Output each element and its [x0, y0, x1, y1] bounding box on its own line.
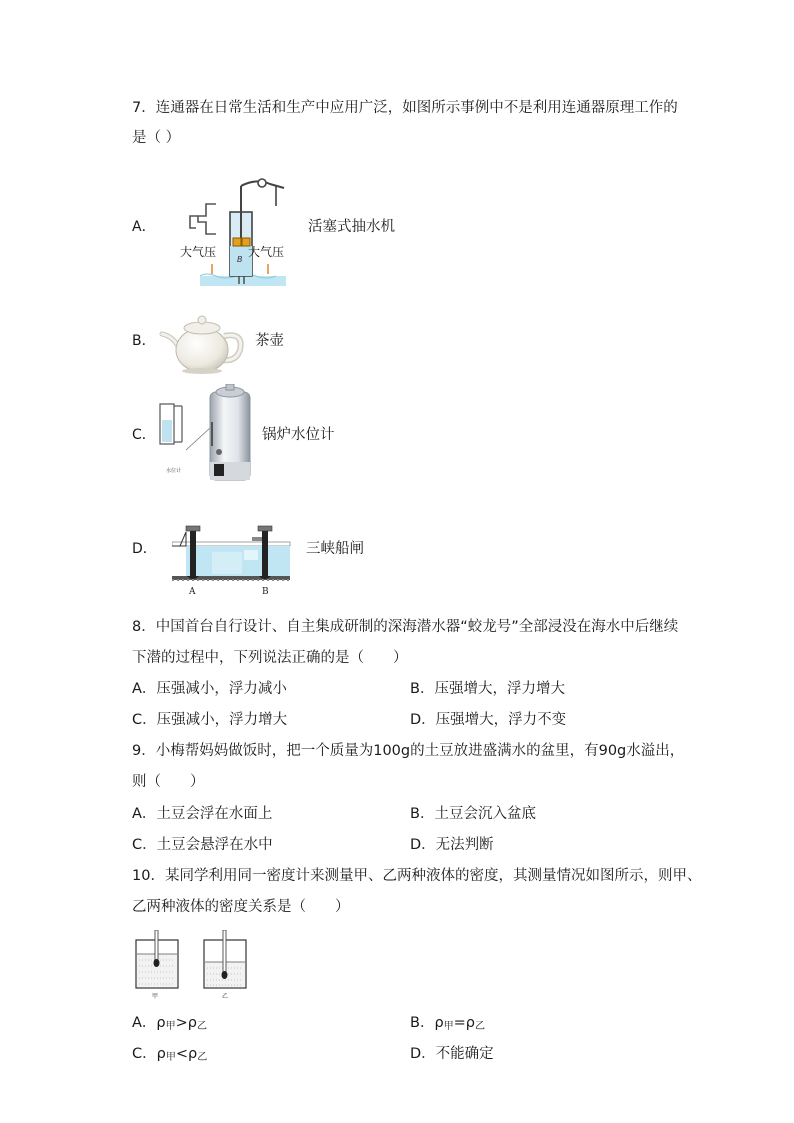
q10-option-a-sub2: 乙 — [196, 1021, 207, 1032]
q10-option-c-text: C．ρ — [132, 1046, 166, 1062]
q9-stem-line2: 则（ ） — [132, 774, 205, 790]
q10-option-c-op: <ρ — [175, 1046, 198, 1062]
q7-option-a-letter[interactable]: A． — [132, 219, 156, 235]
q10-option-a-op: >ρ — [175, 1015, 197, 1031]
atmospheric-pressure-label-right: 大气压 — [248, 245, 285, 259]
q10-option-b-text: B．ρ — [410, 1015, 444, 1031]
q7-option-c-letter[interactable]: C． — [132, 427, 156, 443]
q10-option-b-sub1: 甲 — [443, 1021, 454, 1032]
q9-option-b[interactable]: B．土豆会沉入盆底 — [410, 806, 536, 822]
q10-stem-line2: 乙两种液体的密度关系是（ ） — [132, 899, 350, 915]
q7-option-d-letter[interactable]: D． — [132, 541, 157, 557]
q10-option-d-text: D．不能确定 — [410, 1046, 494, 1062]
q7-option-a-caption: 活塞式抽水机 — [308, 219, 395, 235]
ship-lock-figure — [172, 522, 292, 598]
lock-label-a: A — [189, 587, 196, 597]
q10-option-c-sub1: 甲 — [165, 1052, 176, 1063]
q9-option-d[interactable]: D．无法判断 — [410, 837, 494, 853]
q9-option-a[interactable]: A．土豆会浮在水面上 — [132, 806, 273, 822]
q10-stem-line1: 10．某同学利用同一密度计来测量甲、乙两种液体的密度，其测量情况如图所示，则甲、 — [132, 868, 702, 884]
q7-option-d-caption: 三峡船闸 — [306, 541, 364, 557]
q10-option-c[interactable] — [132, 1044, 207, 1068]
q10-option-c-sub2: 乙 — [197, 1052, 208, 1063]
q10-option-b-op: =ρ — [453, 1015, 476, 1031]
q10-option-b[interactable] — [410, 1013, 485, 1037]
q8-stem-line1: 8．中国首台自行设计、自主集成研制的深海潜水器“蛟龙号”全部浸没在海水中后继续 — [132, 619, 679, 635]
beaker-jia-label: 甲 — [152, 993, 159, 1000]
q10-option-b-sub2: 乙 — [475, 1021, 486, 1032]
q8-option-b[interactable]: B．压强增大，浮力增大 — [410, 681, 565, 697]
q9-stem-line1: 9．小梅帮妈妈做饭时，把一个质量为100g的土豆放进盛满水的盆里，有90g水溢出， — [132, 743, 685, 759]
q7-option-b-letter[interactable]: B． — [132, 333, 156, 349]
q10-option-a-text: A．ρ — [132, 1015, 166, 1031]
q7-stem-line1: 7．连通器在日常生活和生产中应用广泛，如图所示事例中不是利用连通器原理工作的 — [132, 100, 678, 116]
q8-option-a[interactable]: A．压强减小，浮力减小 — [132, 681, 287, 697]
teapot-figure — [158, 306, 246, 376]
valve-b-label: B — [237, 255, 243, 264]
q8-stem-line2: 下潜的过程中，下列说法正确的是（ ） — [132, 650, 408, 666]
q8-option-d[interactable]: D．压强增大，浮力不变 — [410, 712, 567, 728]
q7-stem-line2: 是（ ） — [132, 130, 181, 146]
boiler-water-gauge-figure — [156, 384, 256, 486]
q8-option-c[interactable]: C．压强减小，浮力增大 — [132, 712, 288, 728]
piston-pump-figure — [176, 176, 290, 288]
q10-option-a[interactable] — [132, 1013, 207, 1037]
q7-option-c-caption: 锅炉水位计 — [262, 427, 335, 443]
q10-option-a-sub1: 甲 — [165, 1021, 176, 1032]
beaker-yi-label: 乙 — [222, 993, 229, 1000]
q7-option-b-caption: 茶壶 — [255, 333, 284, 349]
hydrometer-figure — [132, 930, 252, 1000]
lock-label-b: B — [262, 587, 269, 597]
atmospheric-pressure-label-left: 大气压 — [180, 245, 217, 259]
q10-option-d[interactable] — [410, 1044, 494, 1064]
q9-option-c[interactable]: C．土豆会悬浮在水中 — [132, 837, 273, 853]
water-gauge-label: 水位计 — [166, 468, 182, 474]
